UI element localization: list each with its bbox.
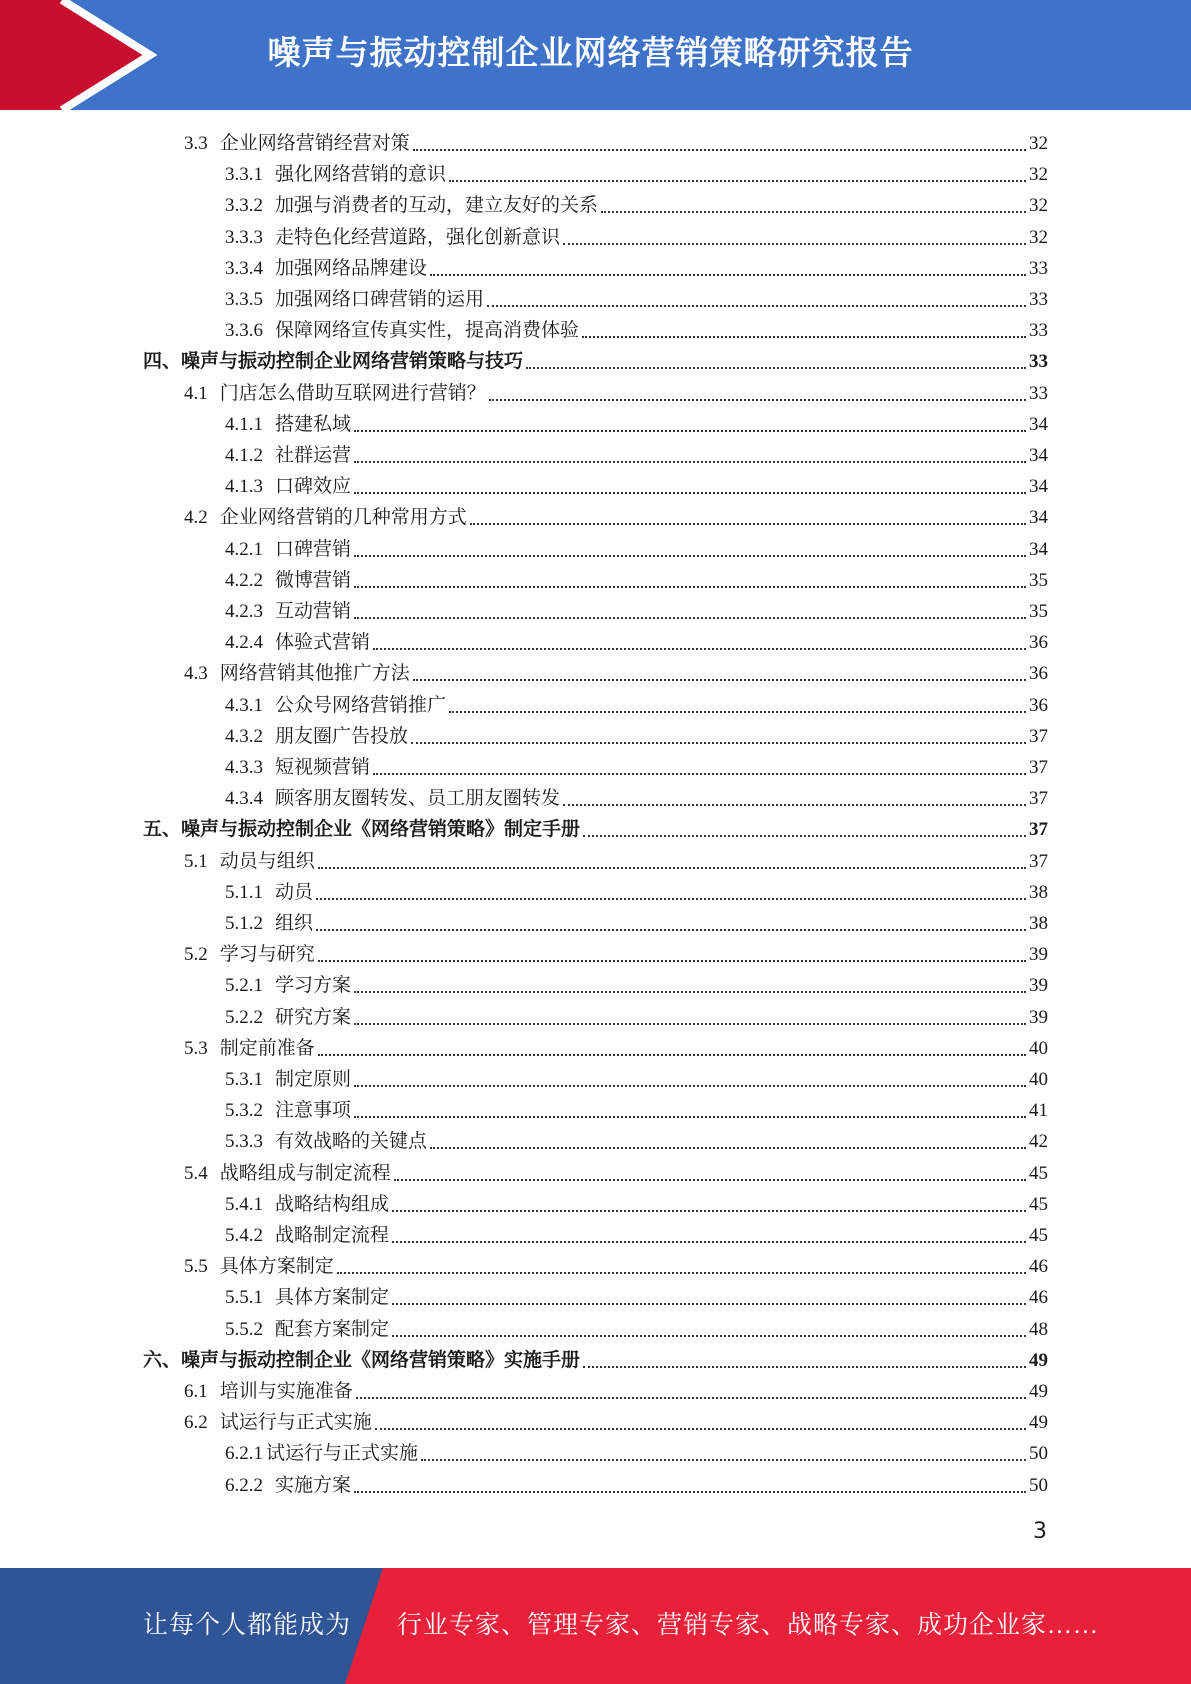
toc-entry-page: 36	[1029, 663, 1048, 685]
toc-entry-title: 加强与消费者的互动，建立友好的关系	[275, 195, 599, 217]
toc-entry[interactable]	[225, 1438, 1048, 1469]
toc-entry-number: 5.1.1	[225, 881, 263, 903]
toc-dot-leader	[392, 1303, 1026, 1305]
page-number: 3	[1033, 1519, 1047, 1544]
toc-dot-leader	[470, 523, 1026, 525]
toc-entry[interactable]	[184, 1033, 1048, 1064]
toc-entry[interactable]	[225, 783, 1048, 814]
toc-dot-leader	[430, 274, 1026, 276]
toc-dot-leader	[354, 617, 1026, 619]
toc-entry-page: 42	[1029, 1131, 1048, 1153]
toc-entry-page: 39	[1029, 975, 1048, 997]
toc-entry-page: 36	[1029, 632, 1048, 654]
toc-dot-leader	[430, 1147, 1026, 1149]
toc-entry-page: 45	[1029, 1193, 1048, 1215]
toc-dot-leader	[411, 742, 1026, 744]
toc-dot-leader	[354, 555, 1026, 557]
toc-dot-leader	[316, 898, 1026, 900]
toc-entry[interactable]	[225, 190, 1048, 221]
toc-entry-number: 4.1	[184, 382, 208, 404]
toc-entry[interactable]	[184, 1251, 1048, 1282]
toc-entry-number: 5.2	[184, 944, 208, 966]
toc-dot-leader	[563, 243, 1026, 245]
toc-entry-number: 4.1.2	[225, 445, 263, 466]
toc-entry-page: 32	[1029, 133, 1048, 154]
toc-entry-number: 5.3.3	[225, 1131, 263, 1153]
toc-dot-leader	[318, 960, 1026, 962]
toc-entry[interactable]	[184, 1407, 1048, 1438]
toc-entry-page: 34	[1029, 445, 1048, 466]
toc-entry-page: 37	[1029, 757, 1048, 778]
toc-dot-leader	[421, 1459, 1026, 1461]
toc-entry-title: 具体方案制定	[219, 1256, 334, 1278]
toc-entry-page: 41	[1029, 1100, 1048, 1122]
toc-entry-page: 46	[1029, 1256, 1048, 1278]
page-footer	[0, 1568, 1191, 1684]
toc-dot-leader	[583, 1366, 1026, 1368]
toc-entry-title: 强化网络营销的意识	[275, 164, 447, 186]
toc-dot-leader	[563, 804, 1026, 806]
toc-entry-title: 动员	[275, 881, 314, 903]
toc-dot-leader	[413, 149, 1026, 151]
toc-entry-title: 企业网络营销经营对策	[219, 133, 410, 154]
toc-entry-number: 3.3.1	[225, 164, 263, 186]
toc-entry-title: 口碑效应	[275, 476, 352, 498]
toc-entry[interactable]	[225, 440, 1048, 471]
toc-entry[interactable]	[184, 128, 1048, 159]
toc-entry-number: 4.3	[184, 663, 208, 685]
toc-entry-title: 加强网络品牌建设	[275, 257, 428, 279]
toc-entry[interactable]	[225, 690, 1048, 721]
toc-entry-number: 5.1.2	[225, 913, 263, 934]
toc-entry-number: 5.5	[184, 1256, 208, 1278]
toc-entry[interactable]	[225, 1189, 1048, 1220]
toc-entry-page: 49	[1029, 1412, 1048, 1434]
arrow-red-shape	[0, 0, 150, 110]
toc-entry-page: 50	[1029, 1443, 1048, 1465]
toc-entry[interactable]	[184, 1158, 1048, 1189]
toc-entry[interactable]	[225, 1064, 1048, 1095]
toc-dot-leader	[487, 305, 1026, 307]
toc-entry[interactable]	[184, 846, 1048, 877]
toc-entry-number: 4.2	[184, 507, 208, 529]
toc-entry-title: 门店怎么借助互联网进行营销？	[219, 382, 486, 404]
toc-entry-title: 注意事项	[275, 1100, 352, 1122]
toc-dot-leader	[354, 461, 1026, 463]
toc-entry-title: 有效战略的关键点	[275, 1131, 428, 1153]
page-header	[0, 0, 1191, 110]
toc-entry-page: 48	[1029, 1318, 1048, 1340]
toc-entry-page: 37	[1029, 725, 1048, 747]
toc-entry-title: 培训与实施准备	[219, 1381, 353, 1402]
toc-entry-title: 四、噪声与振动控制企业网络营销策略与技巧	[143, 351, 524, 373]
toc-entry[interactable]	[184, 1376, 1048, 1407]
toc-entry[interactable]	[184, 939, 1048, 970]
toc-entry-title: 顾客朋友圈转发、员工朋友圈转发	[275, 788, 561, 810]
toc-entry-page: 32	[1029, 195, 1048, 217]
toc-entry-number: 4.3.4	[225, 788, 263, 810]
toc-dot-leader	[354, 1023, 1026, 1025]
toc-entry-number: 4.3.2	[225, 725, 263, 747]
toc-dot-leader	[392, 1241, 1026, 1243]
toc-entry-title: 配套方案制定	[275, 1318, 390, 1340]
toc-entry[interactable]	[225, 534, 1048, 565]
toc-entry-title: 制定前准备	[219, 1037, 315, 1059]
toc-entry-page: 35	[1029, 601, 1048, 622]
toc-entry-page: 49	[1029, 1381, 1048, 1402]
toc-dot-leader	[413, 679, 1026, 681]
toc-entry[interactable]	[225, 159, 1048, 190]
toc-entry[interactable]	[225, 1095, 1048, 1126]
report-title: 噪声与振动控制企业网络营销策略研究报告	[267, 33, 914, 72]
toc-entry-number: 3.3	[184, 133, 208, 154]
toc-entry-title: 五、噪声与振动控制企业《网络营销策略》制定手册	[143, 819, 581, 841]
toc-entry-page: 40	[1029, 1069, 1048, 1090]
toc-entry-page: 34	[1029, 507, 1048, 529]
toc-dot-leader	[354, 1116, 1026, 1118]
toc-entry-page: 32	[1029, 226, 1048, 248]
toc-entry-page: 50	[1029, 1474, 1048, 1496]
toc-dot-leader	[337, 1272, 1026, 1274]
toc-dot-leader	[489, 399, 1026, 401]
toc-entry-number: 4.2.3	[225, 601, 263, 622]
toc-entry-title: 试运行与正式实施	[266, 1443, 419, 1465]
toc-entry-title: 实施方案	[275, 1474, 352, 1496]
toc-entry[interactable]	[225, 565, 1048, 596]
toc-dot-leader	[373, 648, 1026, 650]
toc-entry[interactable]	[225, 222, 1048, 253]
toc-entry[interactable]	[225, 721, 1048, 752]
toc-entry-title: 保障网络宣传真实性，提高消费体验	[275, 320, 580, 342]
toc-entry-title: 短视频营销	[275, 757, 371, 778]
toc-entry-number: 4.1.3	[225, 476, 263, 498]
toc-dot-leader	[356, 1397, 1026, 1399]
toc-entry-page: 37	[1029, 788, 1048, 810]
toc-entry-page: 49	[1029, 1349, 1048, 1371]
toc-dot-leader	[354, 492, 1026, 494]
toc-entry[interactable]	[225, 877, 1048, 908]
toc-entry-number: 6.1	[184, 1381, 208, 1402]
toc-entry-number: 3.3.5	[225, 289, 263, 310]
toc-entry-title: 网络营销其他推广方法	[219, 663, 410, 685]
chevron-arrow-icon	[0, 0, 160, 110]
toc-entry-page: 33	[1029, 257, 1048, 279]
toc-entry-page: 39	[1029, 944, 1048, 966]
toc-entry-number: 3.3.6	[225, 320, 263, 342]
toc-entry-title: 具体方案制定	[275, 1287, 390, 1309]
toc-entry-number: 5.5.2	[225, 1318, 263, 1340]
toc-entry-page: 39	[1029, 1006, 1048, 1028]
toc-entry[interactable]	[225, 284, 1048, 315]
toc-entry[interactable]	[143, 346, 1048, 377]
toc-entry-number: 6.2.1	[225, 1443, 263, 1465]
toc-entry-title: 搭建私域	[275, 413, 352, 435]
toc-dot-leader	[354, 991, 1026, 993]
toc-entry-number: 5.5.1	[225, 1287, 263, 1309]
toc-entry[interactable]	[225, 1220, 1048, 1251]
toc-dot-leader	[392, 1210, 1026, 1212]
toc-entry-page: 45	[1029, 1162, 1048, 1184]
toc-entry-title: 战略结构组成	[275, 1193, 390, 1215]
toc-entry[interactable]	[225, 596, 1048, 627]
toc-dot-leader	[354, 1491, 1026, 1493]
toc-entry-page: 32	[1029, 164, 1048, 186]
toc-entry-title: 试运行与正式实施	[219, 1412, 372, 1434]
toc-entry-title: 互动营销	[275, 601, 352, 622]
toc-entry-page: 34	[1029, 476, 1048, 498]
toc-entry-page: 40	[1029, 1037, 1048, 1059]
toc-entry-page: 45	[1029, 1225, 1048, 1246]
toc-entry-title: 社群运营	[275, 445, 352, 466]
toc-entry-title: 制定原则	[275, 1069, 352, 1090]
toc-entry-title: 加强网络口碑营销的运用	[275, 289, 485, 310]
toc-entry-title: 口碑营销	[275, 538, 352, 560]
toc-dot-leader	[375, 1428, 1026, 1430]
toc-dot-leader	[373, 773, 1026, 775]
toc-entry-page: 36	[1029, 694, 1048, 716]
toc-entry-page: 37	[1029, 850, 1048, 872]
toc-entry-title: 六、噪声与振动控制企业《网络营销策略》实施手册	[143, 1349, 581, 1371]
toc-entry-number: 5.4	[184, 1162, 208, 1184]
toc-entry[interactable]	[225, 409, 1048, 440]
toc-entry[interactable]	[225, 1126, 1048, 1157]
toc-entry-number: 4.1.1	[225, 413, 263, 435]
toc-entry[interactable]	[225, 315, 1048, 346]
toc-entry[interactable]	[225, 1314, 1048, 1345]
toc-entry-title: 体验式营销	[275, 632, 371, 654]
toc-entry[interactable]	[225, 1470, 1048, 1501]
toc-entry-number: 5.2.2	[225, 1006, 263, 1028]
toc-dot-leader	[394, 1179, 1026, 1181]
toc-entry-title: 学习与研究	[219, 944, 315, 966]
toc-entry[interactable]	[184, 658, 1048, 689]
toc-entry-number: 4.2.1	[225, 538, 263, 560]
toc-entry-number: 5.3.2	[225, 1100, 263, 1122]
toc-dot-leader	[449, 180, 1026, 182]
toc-entry-number: 3.3.4	[225, 257, 263, 279]
toc-entry-title: 企业网络营销的几种常用方式	[219, 507, 467, 529]
toc-entry[interactable]	[184, 378, 1048, 409]
toc-dot-leader	[582, 336, 1026, 338]
toc-entry-number: 5.2.1	[225, 975, 263, 997]
toc-entry-number: 5.3	[184, 1037, 208, 1059]
toc-entry-page: 33	[1029, 382, 1048, 404]
toc-dot-leader	[583, 835, 1026, 837]
toc-entry-page: 33	[1029, 351, 1048, 373]
toc-dot-leader	[526, 367, 1026, 369]
toc-dot-leader	[316, 929, 1026, 931]
toc-entry-title: 战略制定流程	[275, 1225, 390, 1246]
footer-slogan-left: 让每个人都能成为	[143, 1612, 352, 1639]
toc-dot-leader	[392, 1335, 1026, 1337]
toc-entry-title: 战略组成与制定流程	[219, 1162, 391, 1184]
toc-entry-number: 5.4.1	[225, 1193, 263, 1215]
toc-entry-title: 公众号网络营销推广	[275, 694, 447, 716]
toc-dot-leader	[354, 430, 1026, 432]
toc-entry[interactable]	[225, 627, 1048, 658]
toc-dot-leader	[449, 711, 1026, 713]
toc-entry-number: 4.2.4	[225, 632, 263, 654]
toc-entry-page: 38	[1029, 913, 1048, 934]
toc-entry[interactable]	[225, 1002, 1048, 1033]
toc-entry[interactable]	[225, 752, 1048, 783]
toc-entry-title: 动员与组织	[219, 850, 315, 872]
toc-entry-number: 3.3.3	[225, 226, 263, 248]
toc-entry-page: 37	[1029, 819, 1048, 841]
toc-entry-number: 5.3.1	[225, 1069, 263, 1090]
toc-entry-title: 组织	[275, 913, 314, 934]
toc-entry[interactable]	[225, 471, 1048, 502]
toc-entry-number: 3.3.2	[225, 195, 263, 217]
toc-entry-page: 33	[1029, 289, 1048, 310]
toc-entry-number: 4.3.1	[225, 694, 263, 716]
toc-entry[interactable]	[225, 253, 1048, 284]
toc-entry-number: 4.3.3	[225, 757, 263, 778]
toc-entry-number: 6.2	[184, 1412, 208, 1434]
toc-entry-number: 6.2.2	[225, 1474, 263, 1496]
toc-entry-title: 微博营销	[275, 569, 352, 591]
toc-entry[interactable]	[225, 970, 1048, 1001]
toc-entry-title: 走特色化经营道路，强化创新意识	[275, 226, 561, 248]
toc-dot-leader	[354, 586, 1026, 588]
toc-entry-page: 33	[1029, 320, 1048, 342]
toc-entry-number: 4.2.2	[225, 569, 263, 591]
toc-entry-number: 5.1	[184, 850, 208, 872]
toc-entry-page: 35	[1029, 569, 1048, 591]
toc-entry-title: 学习方案	[275, 975, 352, 997]
toc-entry-number: 5.4.2	[225, 1225, 263, 1246]
toc-entry[interactable]	[225, 908, 1048, 939]
toc-entry[interactable]	[184, 502, 1048, 533]
toc-entry-title: 朋友圈广告投放	[275, 725, 409, 747]
toc-entry-page: 38	[1029, 881, 1048, 903]
toc-entry-page: 34	[1029, 538, 1048, 560]
toc-dot-leader	[318, 867, 1026, 869]
toc-entry[interactable]	[225, 1282, 1048, 1313]
toc-entry-page: 46	[1029, 1287, 1048, 1309]
toc-entry-title: 研究方案	[275, 1006, 352, 1028]
toc-entry[interactable]	[143, 1345, 1048, 1376]
toc-dot-leader	[318, 1054, 1026, 1056]
toc-entry[interactable]	[143, 814, 1048, 845]
toc-entry-page: 34	[1029, 413, 1048, 435]
toc-dot-leader	[601, 211, 1026, 213]
footer-slogan-right: 行业专家、管理专家、营销专家、战略专家、成功企业家……	[397, 1612, 1100, 1639]
toc-dot-leader	[354, 1085, 1026, 1087]
